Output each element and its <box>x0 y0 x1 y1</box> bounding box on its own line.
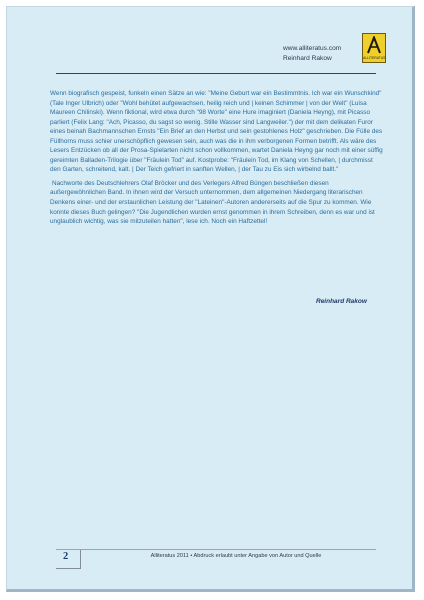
footer-copyright: Alliteratus 2011 • Abdruck erlaubt unter Angabe von Autor und Quelle <box>150 553 322 559</box>
header-block <box>283 44 341 63</box>
header-divider <box>56 73 376 74</box>
paragraph: Nachworte des Deutschlehrers Olaf Bröcker und des Verlegers Alfred Büngen beschließen diesen außergewöhnlichen Band. In ihnen wird der Versuch unternommen, dem allgemeinen Niedergang literarischen Denkens einer- und der erstaunlichen Leistung der "Lateinen"-Autoren andererseits auf die Spur zu kommen. Wie konnte dieses Buch gelingen? "Die Jugendlichen wurden ernst genommen in ihrem Schreiben, denn es war und ist unglaublich wichtig, was sie mitzuteilen hatten", lese ich. Noch ein Haftzettel! <box>50 179 375 226</box>
header-url[interactable]: www.alliteratus.com <box>283 45 342 52</box>
letter-a-icon <box>365 36 383 54</box>
page-number-frame <box>56 550 81 569</box>
author-signature: Reinhard Rakow <box>316 298 367 305</box>
footer-divider <box>56 549 376 550</box>
paragraph: Wenn biografisch gespeist, funkeln einen Sätze an wie: "Meine Geburt war ein Bestimmtnis. Ich war ein Wunschkind" (Tale Inger Ulbrich) oder "Wohl behütet aufgewachsen, heilig reich und | keinen Schimmer | von der Welt" (Luisa Maureen Chilinski). Wenn fiktional, wird etwa durch "98 Worte" eine Hure imaginiert (Daniela Heyng), mit Picasso parliert (Felix Lang: "Ach, Picasso, du sagst so wenig. Stille Wasser sind Langweiler.") der mit dem delikaten Furor eines beinah Bachmannschen Ernsts "Ein Brief an den Herbst und sein gestohlenes Holz" geschrieben. Die Fülle des Füllhorns muss schier unerschöpflich gewesen sein, auch was die in ihm verborgenen Formen betrifft. Als wäre des Lesers Entzücken ob all der Prosa-Spielarten nicht schon vollkommen, wartet Daniela Heyng gar noch mit einer süffig gereimten Balladen-Trilogie über "Fräulein Tod" auf. Kostprobe: "Fräulein Tod, im Klang von Schellen, | durchmisst den Garten, schreitend, kalt. | Der Teich gefriert in sanften Wellen, | der Tau zu Eis sich wirbelnd ballt." <box>50 90 383 174</box>
article-body <box>50 89 383 227</box>
page-number: 2 <box>63 551 69 562</box>
alliteratus-logo <box>362 33 386 63</box>
header-author: Reinhard Rakow <box>283 54 332 62</box>
logo-text: ALLITERATUS <box>363 56 386 60</box>
